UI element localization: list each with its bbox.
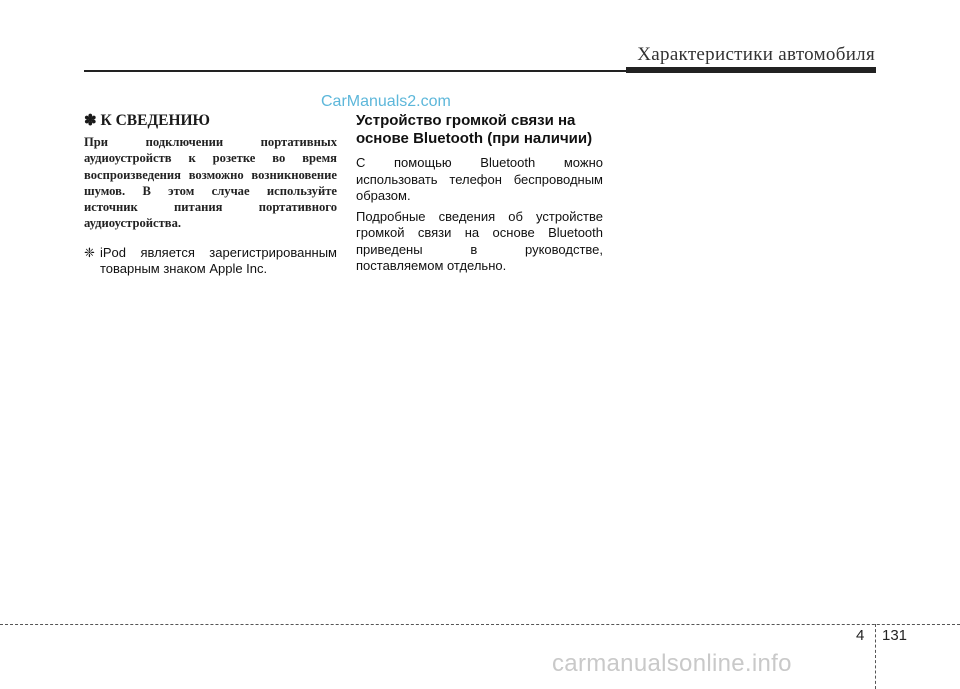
section-title: Устройство громкой связи на основе Bluetooth (при наличии): [356, 112, 593, 147]
notice-star-icon: ✽: [84, 113, 97, 129]
left-column: [84, 111, 337, 278]
footer-divider: [0, 624, 960, 625]
right-column: [356, 112, 603, 279]
notice-title: К СВЕДЕНИЮ: [100, 112, 211, 129]
footer-vertical-divider: [875, 624, 876, 689]
chapter-number: 4: [856, 627, 865, 644]
header-divider-thin: [84, 70, 626, 72]
watermark-top: CarManuals2.com: [321, 93, 451, 110]
page-header-title: Характеристики автомобиля: [637, 44, 875, 65]
watermark-bottom: carmanualsonline.info: [552, 650, 792, 677]
trademark-text: iPod является зарегистрированным товарным знаком Apple Inc.: [100, 244, 337, 277]
section-paragraph: С помощью Bluetooth можно использовать телефон беспроводным образом.: [356, 155, 603, 203]
notice-body: При подключении портативных аудиоустройств к розетке во время воспроизведения возможно возникновение шумов. В этом случае используйте источник питания портативного аудиоустройства.: [84, 135, 337, 231]
header-divider-thick: [626, 67, 876, 73]
trademark-note: [84, 245, 337, 278]
notice-heading: [84, 111, 337, 130]
page-number: 131: [882, 627, 908, 644]
trademark-symbol-icon: ❈: [84, 244, 95, 260]
section-paragraph: Подробные сведения об устройстве громкой связи на основе Bluetooth приведены в руководстве, поставляемом отдельно.: [356, 208, 603, 273]
